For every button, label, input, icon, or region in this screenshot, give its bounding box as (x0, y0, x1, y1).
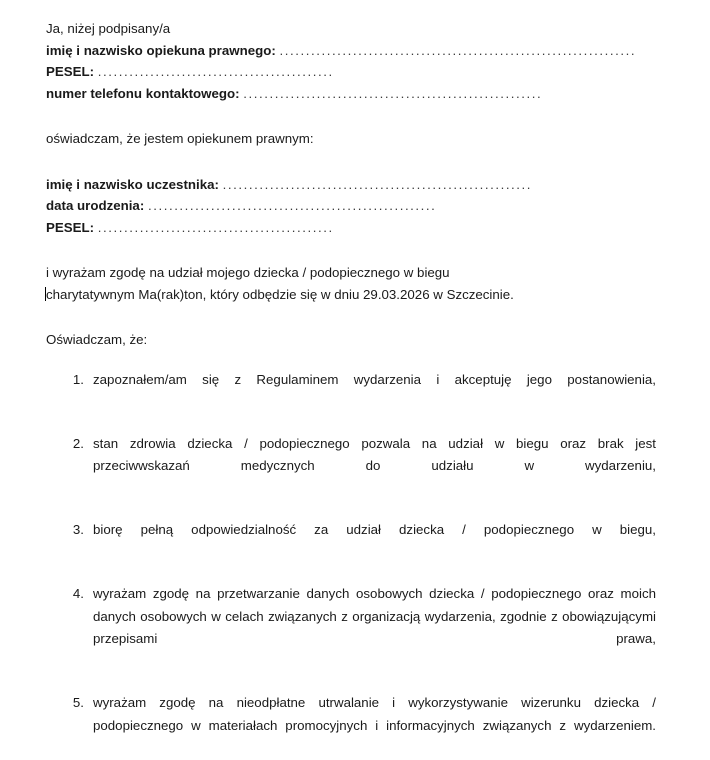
spacer (46, 104, 656, 128)
field-participant-birthdate (46, 195, 656, 217)
list-item-text: wyrażam zgodę na przetwarzanie danych osobowych dziecka / podopiecznego oraz moich danych osobowych w celach związanych z organizacją wydarzenia, zgodnie z obowiązującymi przepisami prawa, (93, 586, 656, 646)
spacer (46, 351, 656, 369)
list-item-number: 2. (72, 435, 84, 451)
list-item-number: 4. (72, 586, 84, 601)
spacer (46, 305, 656, 329)
spacer (46, 238, 656, 262)
list-item-number: 5. (72, 695, 84, 710)
field-participant-name-label: imię i nazwisko uczestnika: (46, 176, 219, 192)
field-guardian-phone-label: numer telefonu kontaktowego: (46, 85, 240, 101)
field-participant-pesel (46, 217, 656, 239)
consent-paragraph-line-2-text: charytatywnym Ma(rak)ton, który odbędzie się w dniu 29.03.2026 w Szczecinie. (46, 286, 514, 302)
field-guardian-phone (46, 83, 656, 105)
dot-leader[interactable]: ........................................................... (222, 176, 533, 192)
spacer (46, 150, 656, 174)
list-item-text: stan zdrowia dziecka / podopiecznego pozwala na udział w biegu oraz brak jest przeciwwskazań medycznych do udziału w wydarzeniu, (93, 435, 656, 473)
dot-leader[interactable]: ......................................................... (243, 85, 543, 101)
consent-paragraph-line-2 (45, 284, 656, 306)
consent-paragraph (46, 262, 656, 305)
consent-paragraph-line-1: i wyrażam zgodę na udział mojego dziecka / podopiecznego w biegu (46, 265, 450, 280)
list-item-text: wyrażam zgodę na nieodpłatne utrwalanie i wykorzystywanie wizerunku dziecka / podopiecznego w materiałach promocyjnych i informacyjnych związanych z wydarzeniem. (93, 695, 656, 733)
consent-list (46, 369, 656, 760)
declaration-line: oświadczam, że jestem opiekunem prawnym: (46, 131, 314, 146)
statements-heading: Oświadczam, że: (46, 332, 148, 347)
list-item-number: 1. (72, 371, 84, 387)
dot-leader[interactable]: ............................................. (97, 219, 334, 235)
field-participant-name (46, 174, 656, 196)
list-item-text: zapoznałem/am się z Regulaminem wydarzenia i akceptuję jego postanowienia, (93, 371, 656, 387)
document-body (46, 18, 656, 760)
dot-leader[interactable]: .................................................................... (279, 42, 637, 58)
list-item (46, 519, 656, 564)
intro-line: Ja, niżej podpisany/a (46, 21, 171, 36)
field-guardian-pesel-label: PESEL: (46, 64, 95, 79)
dot-leader[interactable]: ....................................................... (147, 198, 437, 213)
field-guardian-name (46, 40, 656, 62)
dot-leader[interactable]: ............................................. (97, 64, 334, 79)
field-participant-pesel-label: PESEL: (46, 219, 95, 235)
list-item (46, 583, 656, 673)
list-item-number: 3. (72, 522, 84, 537)
field-guardian-pesel (46, 61, 656, 83)
field-guardian-name-label: imię i nazwisko opiekuna prawnego: (46, 42, 276, 58)
list-item (46, 692, 656, 760)
list-item (46, 369, 656, 414)
list-item-text: biorę pełną odpowiedzialność za udział dziecka / podopiecznego w biegu, (93, 522, 656, 537)
list-item (46, 433, 656, 501)
field-participant-birthdate-label: data urodzenia: (46, 198, 145, 213)
